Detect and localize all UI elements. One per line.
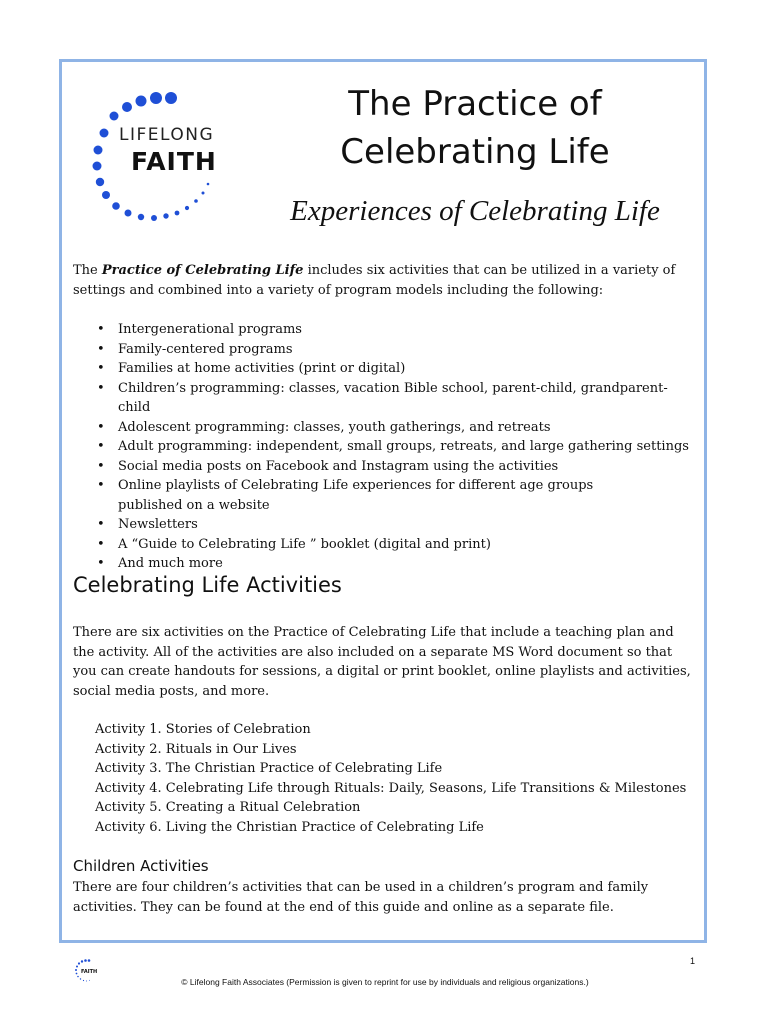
intro-rest: includes six activities that can be utilized in a variety of settings and combined into a variety of program models including the following: bbox=[73, 263, 676, 298]
list-item: • Intergenerational programs bbox=[97, 322, 302, 337]
activity-item: Activity 4. Celebrating Life through Rituals: Daily, Seasons, Life Transitions & Milestones bbox=[95, 780, 687, 796]
page-title bbox=[300, 80, 650, 176]
footer-logo-text: FAITH bbox=[81, 969, 98, 975]
children-paragraph: There are four children’s activities that can be used in a children’s program and family activities. They can be found at the end of this guide and online as a separate file. bbox=[73, 880, 649, 915]
intro-lead: The bbox=[73, 263, 102, 278]
section-heading-children: Children Activities bbox=[73, 857, 209, 875]
footer-logo bbox=[72, 958, 102, 984]
activity-item: Activity 6. Living the Christian Practice of Celebrating Life bbox=[95, 819, 484, 835]
page-subtitle: Experiences of Celebrating Life bbox=[290, 195, 660, 227]
activity-item: Activity 5. Creating a Ritual Celebration bbox=[95, 800, 361, 815]
logo-text-faith: FAITH bbox=[131, 147, 217, 176]
page-number: 1 bbox=[690, 956, 696, 966]
program-models-list bbox=[73, 320, 698, 574]
list-item: • Families at home activities (print or digital) bbox=[97, 361, 406, 376]
activity-item: Activity 3. The Christian Practice of Celebrating Life bbox=[95, 761, 443, 776]
activities-paragraph: There are six activities on the Practice of Celebrating Life that include a teaching plan and the activity. All of the activities are also included on a separate MS Word document so that you can create handouts for sessions, a digital or print booklet, online playlists and activities, social media posts, and more. bbox=[73, 625, 691, 699]
lifelong-faith-logo bbox=[86, 88, 236, 228]
title-line-1: The Practice of bbox=[348, 84, 602, 124]
list-item: • Newsletters bbox=[97, 517, 198, 532]
copyright-footer: © Lifelong Faith Associates (Permission is given to reprint for use by individuals and religious organizations.) bbox=[181, 977, 589, 987]
activities-list bbox=[95, 720, 695, 837]
list-item: • Social media posts on Facebook and Instagram using the activities bbox=[97, 458, 559, 474]
list-item: • And much more bbox=[97, 556, 223, 571]
section-heading-activities: Celebrating Life Activities bbox=[73, 573, 342, 597]
list-item: • Online playlists of Celebrating Life experiences for different age groups published on a website bbox=[97, 478, 594, 513]
list-item: • Adult programming: independent, small groups, retreats, and large gathering settings bbox=[97, 439, 689, 454]
activity-item: Activity 1. Stories of Celebration bbox=[95, 722, 311, 737]
intro-emphasis: Practice of Celebrating Life bbox=[101, 263, 304, 278]
list-item: • Children’s programming: classes, vacation Bible school, parent-child, grandparent-child bbox=[97, 380, 668, 415]
list-item: • A “Guide to Celebrating Life ” booklet (digital and print) bbox=[97, 536, 491, 552]
logo-text-lifelong: LIFELONG bbox=[119, 125, 215, 145]
activity-item: Activity 2. Rituals in Our Lives bbox=[95, 741, 297, 757]
intro-paragraph bbox=[73, 261, 698, 301]
title-line-2: Celebrating Life bbox=[340, 132, 610, 172]
list-item: • Family-centered programs bbox=[97, 341, 293, 357]
list-item: • Adolescent programming: classes, youth gatherings, and retreats bbox=[97, 419, 551, 435]
